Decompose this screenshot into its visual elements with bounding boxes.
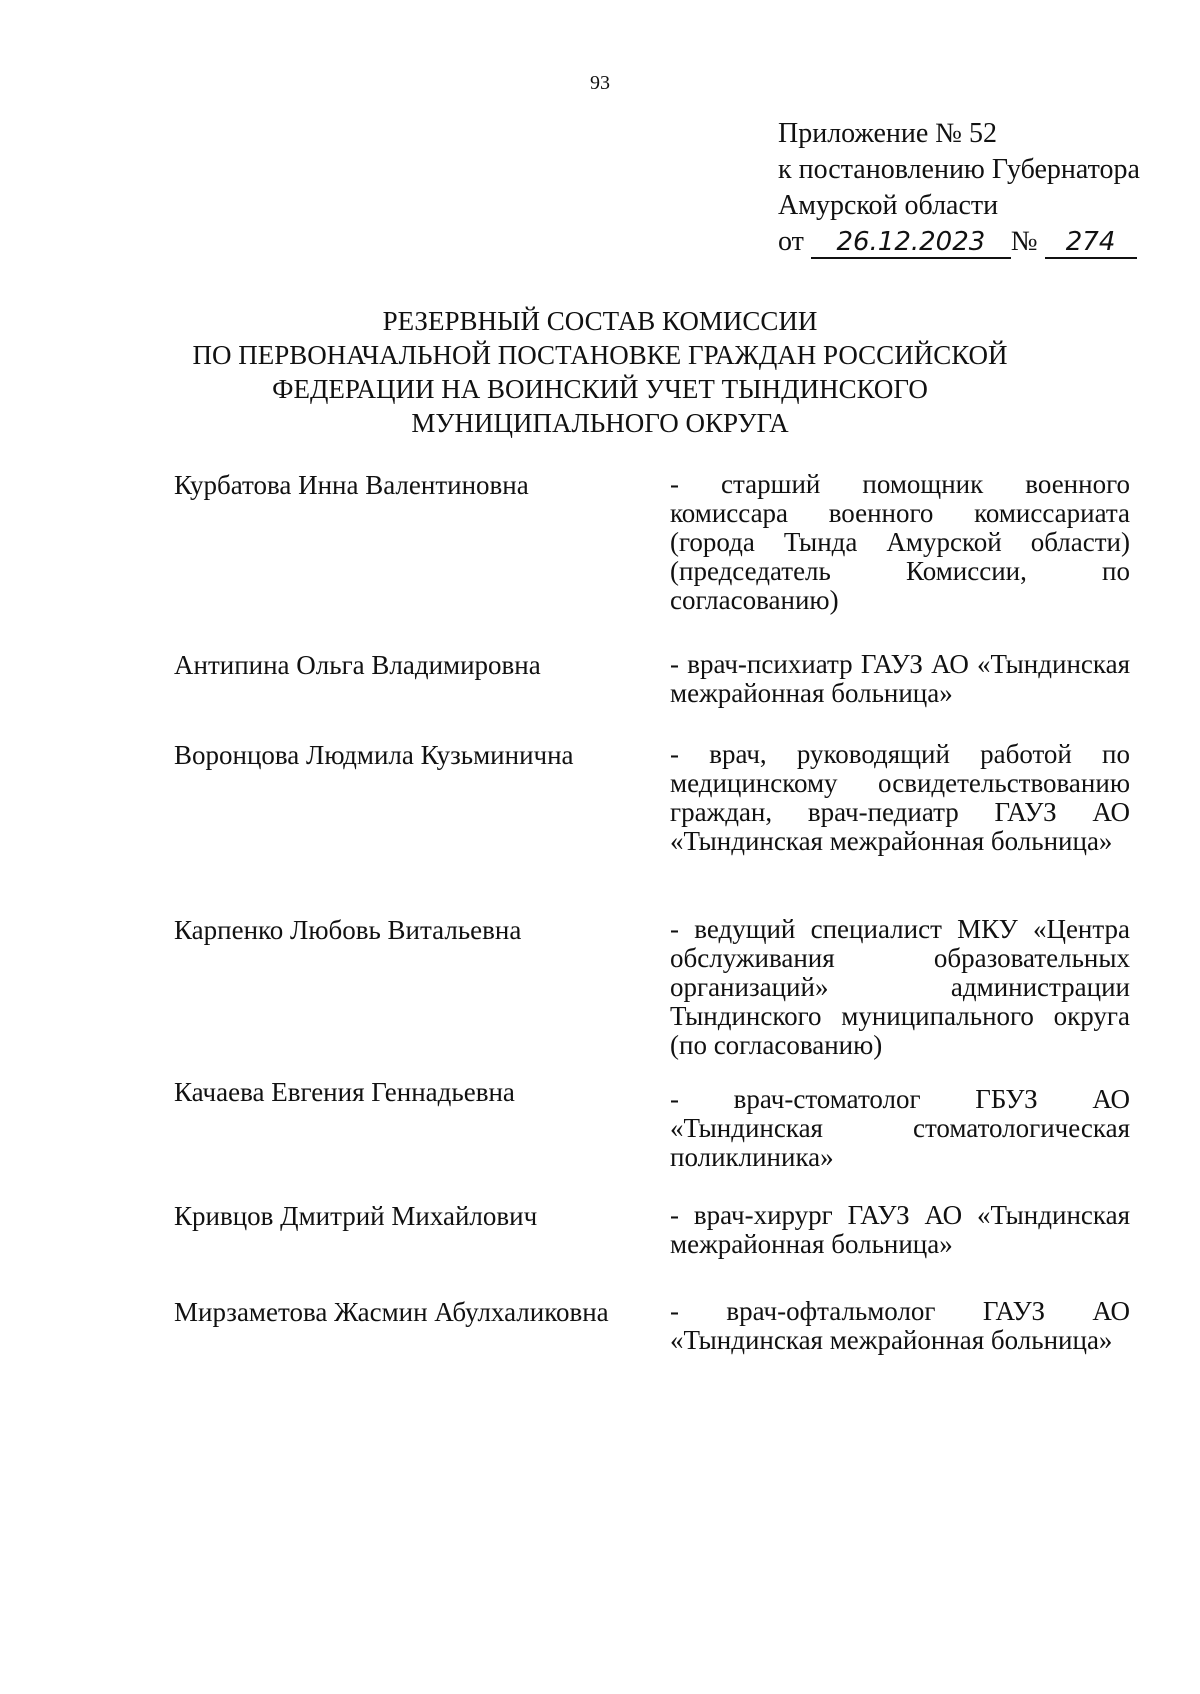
member-name: Карпенко Любовь Витальевна (174, 915, 522, 945)
member-role: - врач-психиатр ГАУЗ АО «Тындинская межрайонная больница» (670, 649, 1130, 708)
appendix-title: Приложение № 52 (778, 118, 997, 149)
date-prefix: от (778, 226, 804, 257)
appendix-reference: к постановлению Губернатора (778, 154, 1140, 185)
member-role: - ведущий специалист МКУ «Центра обслуживания образовательных организаций» администрации Тындинского муниципального округа (по согласованию) (670, 914, 1130, 1060)
member-row (174, 1201, 1134, 1297)
handwritten-date: 26.12.2023 (811, 227, 1011, 259)
member-name: Воронцова Людмила Кузьминична (174, 740, 574, 770)
title-line-4: МУНИЦИПАЛЬНОГО ОКРУГА (411, 408, 789, 438)
handwritten-number: 274 (1045, 227, 1137, 259)
member-name: Мирзаметова Жасмин Абулхаликовна (174, 1297, 609, 1327)
appendix-date-line (778, 224, 1140, 260)
member-row (174, 740, 1134, 915)
members-list (174, 470, 1134, 1367)
member-name: Курбатова Инна Валентиновна (174, 470, 529, 500)
member-name: Антипина Ольга Владимировна (174, 650, 541, 680)
appendix-header (778, 116, 1140, 260)
member-name: Кривцов Дмитрий Михайлович (174, 1201, 538, 1231)
member-row (174, 1077, 1134, 1201)
document-title (0, 304, 1200, 440)
member-row (174, 915, 1134, 1077)
title-line-2: ПО ПЕРВОНАЧАЛЬНОЙ ПОСТАНОВКЕ ГРАЖДАН РОССИЙСКОЙ (192, 340, 1008, 370)
title-line-3: ФЕДЕРАЦИИ НА ВОИНСКИЙ УЧЕТ ТЫНДИНСКОГО (272, 374, 928, 404)
member-row (174, 470, 1134, 650)
member-role: - старший помощник военного комиссара военного комиссариата (города Тында Амурской области) (председатель Комиссии, по согласованию) (670, 469, 1130, 615)
member-row (174, 1297, 1134, 1367)
page-number: 93 (590, 72, 610, 94)
number-label: № (1010, 226, 1038, 257)
member-role: - врач-офтальмолог ГАУЗ АО «Тындинская межрайонная больница» (670, 1296, 1130, 1355)
member-name: Качаева Евгения Геннадьевна (174, 1077, 515, 1107)
member-row (174, 650, 1134, 740)
appendix-region: Амурской области (778, 190, 999, 221)
member-role: - врач, руководящий работой по медицинскому освидетельствованию граждан, врач-педиатр ГАУЗ АО «Тындинская межрайонная больница» (670, 739, 1130, 856)
member-role: - врач-стоматолог ГБУЗ АО «Тындинская стоматологическая поликлиника» (670, 1084, 1130, 1172)
title-line-1: РЕЗЕРВНЫЙ СОСТАВ КОМИССИИ (382, 306, 818, 336)
member-role: - врач-хирург ГАУЗ АО «Тындинская межрайонная больница» (670, 1200, 1130, 1259)
